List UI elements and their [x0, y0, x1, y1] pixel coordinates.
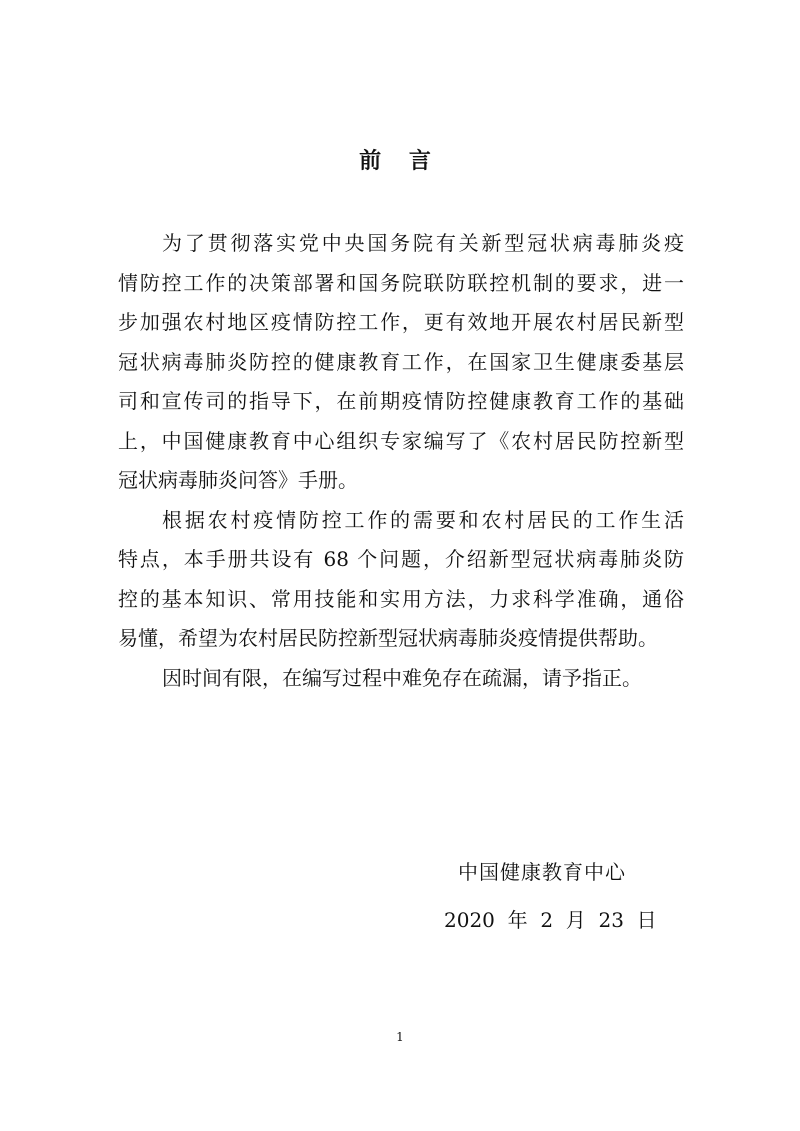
page-title: 前 言	[359, 149, 441, 174]
paragraph-line: 司和宣传司的指导下，在前期疫情防控健康教育工作的基础	[118, 389, 684, 413]
paragraph-3	[118, 659, 684, 699]
page-number: 1	[396, 1030, 404, 1044]
signature-block	[444, 852, 657, 940]
paragraph-line: 步加强农村地区疫情防控工作，更有效地开展农村居民新型	[118, 310, 684, 334]
signature-organization: 中国健康教育中心	[458, 860, 626, 884]
paragraph-line: 因时间有限，在编写过程中难免存在疏漏，请予指正。	[162, 665, 642, 690]
paragraph-line: 冠状病毒肺炎问答》手册。	[118, 468, 358, 492]
body-text	[118, 224, 684, 698]
paragraph-1	[118, 224, 684, 501]
paragraph-line: 冠状病毒肺炎防控的健康教育工作，在国家卫生健康委基层	[118, 349, 684, 374]
signature-date: 2020 年 2 月 23 日	[444, 908, 657, 932]
paragraph-line: 上，中国健康教育中心组织专家编写了《农村居民防控新型	[118, 428, 684, 453]
paragraph-line: 为了贯彻落实党中央国务院有关新型冠状病毒肺炎疫	[162, 231, 684, 255]
paragraph-line: 控的基本知识、常用技能和实用方法，力求科学准确，通俗	[118, 586, 684, 611]
paragraph-line: 根据农村疫情防控工作的需要和农村居民的工作生活	[162, 507, 684, 532]
paragraph-2	[118, 501, 684, 659]
paragraph-line: 特点，本手册共设有 68 个问题，介绍新型冠状病毒肺炎防	[118, 547, 684, 571]
paragraph-line: 易懂，希望为农村居民防控新型冠状病毒肺炎疫情提供帮助。	[118, 626, 658, 650]
paragraph-line: 情防控工作的决策部署和国务院联防联控机制的要求，进一	[118, 270, 684, 295]
